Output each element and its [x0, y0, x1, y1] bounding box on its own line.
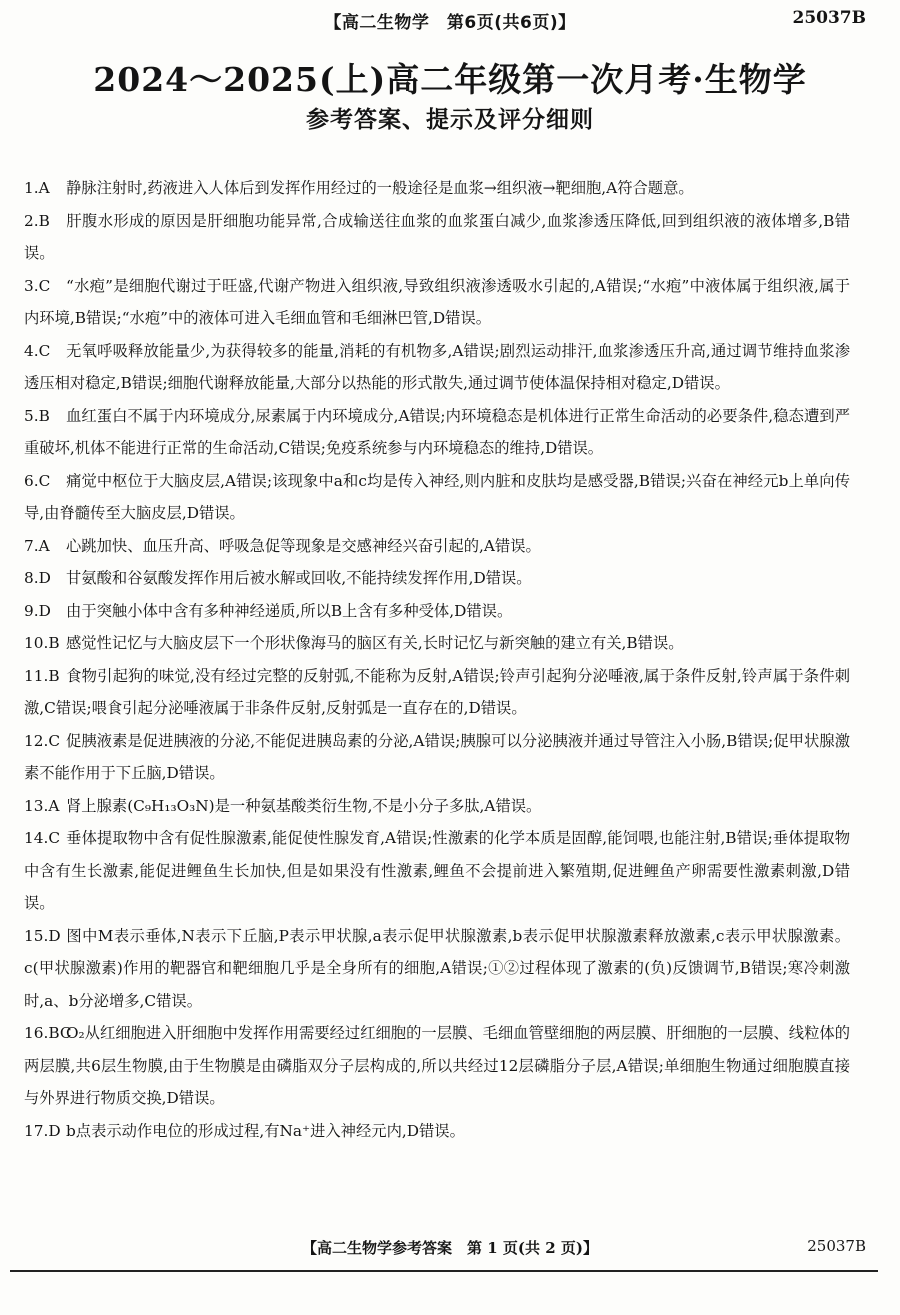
- answer-label: 3.C: [24, 276, 51, 295]
- answer-text: 心跳加快、血压升高、呼吸急促等现象是交感神经兴奋引起的,A错误。: [66, 536, 541, 555]
- answer-item: [24, 660, 850, 725]
- answer-label: 2.B: [24, 211, 50, 230]
- footer-title: 【高二生物学参考答案 第 1 页(共 2 页)】: [302, 1239, 598, 1257]
- answer-item: [24, 627, 850, 660]
- answer-item: [24, 400, 850, 465]
- answer-item: [24, 595, 850, 628]
- answer-item: [24, 270, 850, 335]
- answer-list: [24, 172, 850, 1147]
- answer-item: [24, 790, 850, 823]
- answer-label: 8.D: [24, 569, 51, 587]
- answer-item: [24, 562, 850, 595]
- answer-label: 10.B: [24, 634, 60, 652]
- answer-text: 肝腹水形成的原因是肝细胞功能异常,合成输送往血浆的血浆蛋白减少,血浆渗透压降低,回到组织液的液体增多,B错误。: [24, 211, 850, 262]
- document-subtitle: 参考答案、提示及评分细则: [306, 107, 594, 133]
- answer-label: 12.C: [24, 731, 61, 750]
- page-header: [0, 8, 900, 32]
- answer-text: 图中M表示垂体,N表示下丘脑,P表示甲状腺,a表示促甲状腺激素,b表示促甲状腺激素释放激素,c表示甲状腺激素。c(甲状腺激素)作用的靶器官和靶细胞几乎是全身所有的细胞,A错误;①②过程体现了激素的(负)反馈调节,B错误;寒冷刺激时,a、b分泌增多,C错误。: [24, 926, 850, 1010]
- page-footer: [0, 1237, 900, 1259]
- answer-label: 16.BC: [24, 1024, 72, 1042]
- answer-text: 促胰液素是促进胰液的分泌,不能促进胰岛素的分泌,A错误;胰腺可以分泌胰液并通过导管注入小肠,B错误;促甲状腺激素不能作用于下丘脑,D错误。: [24, 731, 850, 782]
- answer-text: 无氧呼吸释放能量少,为获得较多的能量,消耗的有机物多,A错误;剧烈运动排汗,血浆渗透压升高,通过调节维持血浆渗透压相对稳定,B错误;细胞代谢释放能量,大部分以热能的形式散失,通过调节使体温保持相对稳定,D错误。: [24, 341, 850, 392]
- answer-text: “水疱”是细胞代谢过于旺盛,代谢产物进入组织液,导致组织液渗透吸水引起的,A错误;“水疱”中液体属于组织液,属于内环境,B错误;“水疱”中的液体可进入毛细血管和毛细淋巴管,D错误。: [24, 276, 850, 327]
- answer-label: 1.A: [24, 179, 50, 197]
- answer-text: O₂从红细胞进入肝细胞中发挥作用需要经过红细胞的一层膜、毛细血管壁细胞的两层膜、肝细胞的一层膜、线粒体的两层膜,共6层生物膜,由于生物膜是由磷脂双分子层构成的,所以共经过12层磷脂分子层,A错误;单细胞生物通过细胞膜直接与外界进行物质交换,D错误。: [24, 1024, 850, 1107]
- answer-text: 甘氨酸和谷氨酸发挥作用后被水解或回收,不能持续发挥作用,D错误。: [66, 569, 532, 587]
- answer-item: [24, 205, 850, 270]
- answer-item: [24, 920, 850, 1018]
- answer-text: 痛觉中枢位于大脑皮层,A错误;该现象中a和c均是传入神经,则内脏和皮肤均是感受器,B错误;兴奋在神经元b上单向传导,由脊髓传至大脑皮层,D错误。: [24, 471, 850, 522]
- answer-item: [24, 465, 850, 530]
- answer-label: 13.A: [24, 796, 60, 815]
- bottom-divider: [10, 1270, 878, 1272]
- answer-label: 7.A: [24, 536, 50, 555]
- answer-label: 15.D: [24, 926, 61, 945]
- answer-text: b点表示动作电位的形成过程,有Na⁺进入神经元内,D错误。: [66, 1121, 465, 1140]
- answer-label: 11.B: [24, 666, 60, 685]
- answer-label: 9.D: [24, 601, 51, 620]
- answer-item: [24, 1115, 850, 1148]
- answer-label: 6.C: [24, 471, 51, 490]
- answer-text: 感觉性记忆与大脑皮层下一个形状像海马的脑区有关,长时记忆与新突触的建立有关,B错误。: [66, 634, 684, 652]
- answer-item: [24, 1017, 850, 1115]
- answer-item: [24, 725, 850, 790]
- header-title: 【高二生物学 第6页(共6页)】: [324, 13, 576, 33]
- answer-item: [24, 172, 850, 205]
- answer-text: 血红蛋白不属于内环境成分,尿素属于内环境成分,A错误;内环境稳态是机体进行正常生命活动的必要条件,稳态遭到严重破坏,机体不能进行正常的生命活动,C错误;免疫系统参与内环境稳态的维持,D错误。: [24, 406, 850, 457]
- answer-text: 肾上腺素(C₉H₁₃O₃N)是一种氨基酸类衍生物,不是小分子多肽,A错误。: [66, 796, 542, 815]
- footer-code: 25037B: [807, 1237, 866, 1255]
- answer-label: 14.C: [24, 829, 61, 847]
- answer-text: 由于突触小体中含有多种神经递质,所以B上含有多种受体,D错误。: [66, 601, 513, 620]
- document-title: 2024～2025(上)高二年级第一次月考·生物学: [93, 60, 807, 99]
- answer-item: [24, 335, 850, 400]
- header-code: 25037B: [792, 8, 866, 28]
- answer-label: 17.D: [24, 1121, 61, 1140]
- answer-text: 食物引起狗的味觉,没有经过完整的反射弧,不能称为反射,A错误;铃声引起狗分泌唾液,属于条件反射,铃声属于条件刺激,C错误;喂食引起分泌唾液属于非条件反射,反射弧是一直存在的,D错误。: [24, 666, 850, 717]
- answer-text: 垂体提取物中含有促性腺激素,能促使性腺发育,A错误;性激素的化学本质是固醇,能饲喂,也能注射,B错误;垂体提取物中含有生长激素,能促进鲤鱼生长加快,但是如果没有性激素,鲤鱼不会提前进入繁殖期,促进鲤鱼产卵需要性激素刺激,D错误。: [24, 829, 850, 912]
- answer-text: 静脉注射时,药液进入人体后到发挥作用经过的一般途径是血浆→组织液→靶细胞,A符合题意。: [66, 179, 694, 197]
- answer-item: [24, 530, 850, 563]
- answer-label: 4.C: [24, 341, 51, 360]
- answer-label: 5.B: [24, 406, 50, 425]
- answer-item: [24, 822, 850, 920]
